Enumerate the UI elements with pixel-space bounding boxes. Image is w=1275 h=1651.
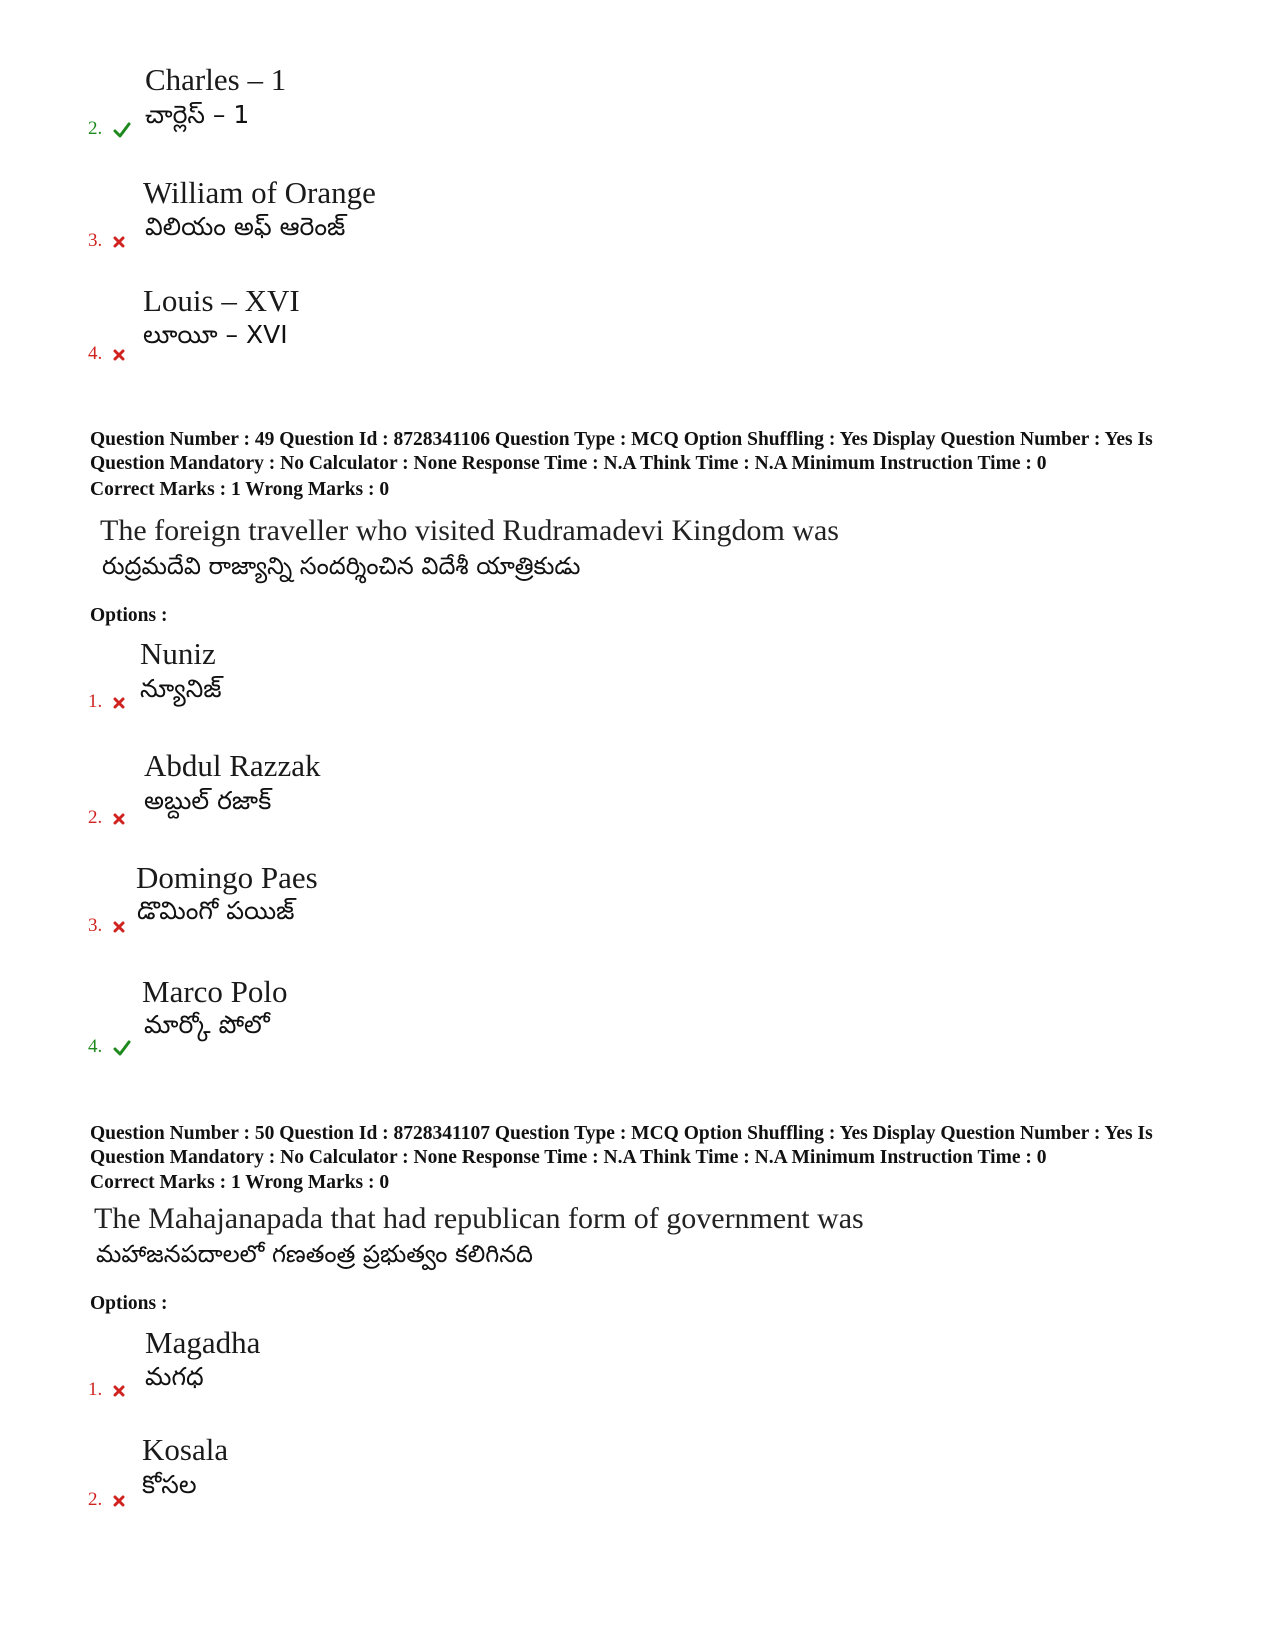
option-number [88, 691, 125, 713]
cross-icon [113, 921, 125, 933]
option-text-en: Magadha [145, 1325, 261, 1360]
question-text-en: The foreign traveller who visited Rudramadevi Kingdom was [100, 514, 839, 547]
option-number [88, 118, 131, 140]
cross-icon [113, 349, 125, 361]
cross-icon [113, 236, 125, 248]
option-text-en: Charles – 1 [145, 62, 287, 97]
option-text-te: డొమింగో పయిజ్ [137, 896, 295, 925]
option-number-label: 1. [88, 691, 103, 712]
option-number [88, 1489, 125, 1511]
option-number [88, 915, 125, 937]
option-number [88, 343, 125, 365]
option-text-te: చార్లెస్ – 1 [145, 100, 250, 129]
option-text-en: Nuniz [140, 636, 216, 671]
option-number [88, 230, 125, 252]
option-text-te: మార్కో పోలో [144, 1010, 270, 1039]
option-number [88, 1379, 125, 1401]
options-label: Options : [90, 605, 168, 626]
option-text-en: Abdul Razzak [144, 748, 321, 783]
option-text-te: కోసల [142, 1470, 197, 1499]
question-meta: Question Number : 50 Question Id : 8728341107 Question Type : MCQ Option Shuffling : Yes Display Question Number : Yes Is Question Mandatory : No Calculator : None Response Time : N.A Think Time : N.A Minimum Instruction Time : 0 [90, 1123, 1153, 1168]
option-number-label: 1. [88, 1379, 103, 1400]
option-text-te: మగధ [145, 1362, 204, 1391]
question-marks: Correct Marks : 1 Wrong Marks : 0 [90, 1172, 390, 1193]
option-text-en: William of Orange [143, 175, 376, 210]
option-number-label: 2. [88, 807, 103, 828]
option-text-te: విలియం అఫ్ ఆరెంజ్ [145, 212, 346, 241]
option-text-en: Louis – XVI [143, 283, 300, 318]
option-number-label: 2. [88, 1489, 103, 1510]
question-text-en: The Mahajanapada that had republican form of government was [94, 1202, 864, 1235]
option-text-en: Marco Polo [142, 974, 288, 1009]
option-number-label: 3. [88, 230, 103, 251]
option-number-label: 2. [88, 118, 103, 139]
option-number-label: 4. [88, 343, 103, 364]
options-label: Options : [90, 1293, 168, 1314]
cross-icon [113, 1385, 125, 1397]
option-number-label: 3. [88, 915, 103, 936]
option-number-label: 4. [88, 1036, 103, 1057]
question-meta: Question Number : 49 Question Id : 8728341106 Question Type : MCQ Option Shuffling : Yes Display Question Number : Yes Is Question Mandatory : No Calculator : None Response Time : N.A Think Time : N.A Minimum Instruction Time : 0 [90, 429, 1153, 474]
cross-icon [113, 813, 125, 825]
option-text-te: లూయీ – XVI [143, 320, 288, 349]
option-text-en: Kosala [142, 1432, 229, 1467]
option-number [88, 807, 125, 829]
option-text-en: Domingo Paes [136, 860, 318, 895]
question-marks: Correct Marks : 1 Wrong Marks : 0 [90, 479, 390, 500]
check-icon [113, 1040, 131, 1056]
option-text-te: న్యూనిజ్ [140, 674, 222, 703]
option-text-te: అబ్దుల్ రజాక్ [144, 786, 272, 815]
question-text-te: రుద్రమదేవి రాజ్యాన్ని సందర్శించిన విదేశీ యాత్రికుడు [102, 552, 581, 580]
question-text-te: మహాజనపదాలలో గణతంత్ర ప్రభుత్వం కలిగినది [96, 1240, 533, 1268]
cross-icon [113, 697, 125, 709]
check-icon [113, 122, 131, 138]
option-number [88, 1036, 131, 1058]
cross-icon [113, 1495, 125, 1507]
